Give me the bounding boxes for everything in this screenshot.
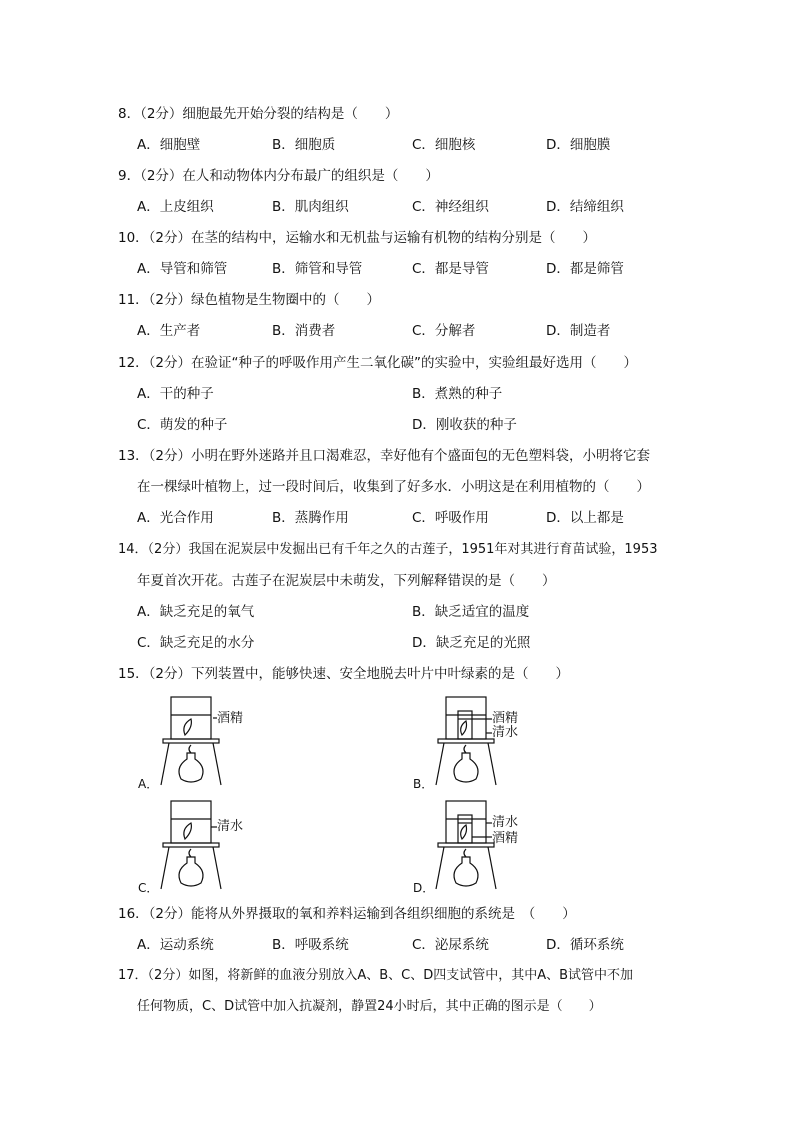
q16-option-c[interactable]: C．泌尿系统 (412, 937, 489, 953)
q14-option-b[interactable]: B．缺乏适宜的温度 (412, 604, 530, 620)
q15-figure-a-letter: A． (138, 777, 159, 791)
question-9: 9．（2分）在人和动物体内分布最广的组织是（ ） (118, 168, 439, 184)
question-17-cont: 任何物质，C、D试管中加入抗凝剂，静置24小时后，其中正确的图示是（ ） (137, 999, 602, 1014)
q11-option-b[interactable]: B．消费者 (272, 323, 336, 339)
q15-d-label-1: 清水 (492, 815, 519, 830)
q14-option-d[interactable]: D．缺乏充足的光照 (412, 635, 531, 651)
q13-option-d[interactable]: D．以上都是 (546, 510, 624, 526)
q8-option-c[interactable]: C．细胞核 (412, 137, 476, 153)
q10-option-d[interactable]: D．都是筛管 (546, 261, 624, 277)
q9-option-a[interactable]: A．上皮组织 (137, 199, 214, 215)
q12-option-a[interactable]: A．干的种子 (137, 386, 214, 402)
q15-figure-c[interactable] (135, 797, 265, 897)
q16-option-a[interactable]: A．运动系统 (137, 937, 214, 953)
question-16: 16．（2分）能将从外界摄取的氧和养料运输到各组织细胞的系统是 （ ） (118, 906, 576, 922)
q11-option-c[interactable]: C．分解者 (412, 323, 476, 339)
q15-figure-b[interactable] (410, 693, 540, 793)
question-8: 8．（2分）细胞最先开始分裂的结构是（ ） (118, 106, 399, 122)
q11-option-d[interactable]: D．制造者 (546, 323, 611, 339)
q8-option-d[interactable]: D．细胞膜 (546, 137, 611, 153)
q9-option-d[interactable]: D．结缔组织 (546, 199, 624, 215)
q15-figure-c-letter: C． (138, 881, 159, 895)
q13-option-a[interactable]: A．光合作用 (137, 510, 214, 526)
question-13: 13．（2分）小明在野外迷路并且口渴难忍，幸好他有个盛面包的无色塑料袋，小明将它套 (118, 448, 651, 464)
question-11: 11．（2分）绿色植物是生物圈中的（ ） (118, 292, 381, 308)
q12-option-c[interactable]: C．萌发的种子 (137, 417, 228, 433)
q15-figure-a[interactable] (135, 693, 265, 793)
q16-option-b[interactable]: B．呼吸系统 (272, 937, 349, 953)
q10-option-b[interactable]: B．筛管和导管 (272, 261, 363, 277)
question-17: 17．（2分）如图，将新鲜的血液分别放入A、B、C、D四支试管中，其中A、B试管中不加 (118, 968, 634, 983)
question-10: 10．（2分）在茎的结构中，运输水和无机盐与运输有机物的结构分别是（ ） (118, 230, 597, 246)
q14-option-a[interactable]: A．缺乏充足的氧气 (137, 604, 255, 620)
question-12: 12．（2分）在验证“种子的呼吸作用产生二氧化碳”的实验中，实验组最好选用（ ） (118, 355, 638, 371)
q15-b-label-2: 清水 (492, 725, 519, 740)
q15-figure-b-letter: B． (413, 777, 434, 791)
q11-option-a[interactable]: A．生产者 (137, 323, 201, 339)
q13-option-c[interactable]: C．呼吸作用 (412, 510, 489, 526)
q14-option-c[interactable]: C．缺乏充足的水分 (137, 635, 255, 651)
question-14-cont: 年夏首次开花。古莲子在泥炭层中未萌发，下列解释错误的是（ ） (137, 573, 556, 589)
q15-a-label-1: 酒精 (217, 711, 244, 726)
q10-option-c[interactable]: C．都是导管 (412, 261, 489, 277)
q15-figure-d[interactable] (410, 797, 540, 897)
q8-option-a[interactable]: A．细胞壁 (137, 137, 201, 153)
q15-c-label-1: 清水 (217, 819, 244, 834)
q9-option-b[interactable]: B．肌肉组织 (272, 199, 349, 215)
question-14: 14．（2分）我国在泥炭层中发掘出已有千年之久的古莲子，1951年对其进行育苗试验，1953 (118, 542, 658, 557)
question-15: 15．（2分）下列装置中，能够快速、安全地脱去叶片中叶绿素的是（ ） (118, 666, 570, 682)
q15-d-label-2: 酒精 (492, 831, 519, 846)
q16-option-d[interactable]: D．循环系统 (546, 937, 624, 953)
q13-option-b[interactable]: B．蒸腾作用 (272, 510, 349, 526)
q10-option-a[interactable]: A．导管和筛管 (137, 261, 228, 277)
q15-figure-d-letter: D． (413, 881, 435, 895)
q9-option-c[interactable]: C．神经组织 (412, 199, 489, 215)
q12-option-b[interactable]: B．煮熟的种子 (412, 386, 503, 402)
question-13-cont: 在一棵绿叶植物上，过一段时间后，收集到了好多水．小明这是在利用植物的（ ） (137, 479, 650, 495)
q12-option-d[interactable]: D．刚收获的种子 (412, 417, 517, 433)
q8-option-b[interactable]: B．细胞质 (272, 137, 336, 153)
q15-b-label-1: 酒精 (492, 711, 519, 726)
